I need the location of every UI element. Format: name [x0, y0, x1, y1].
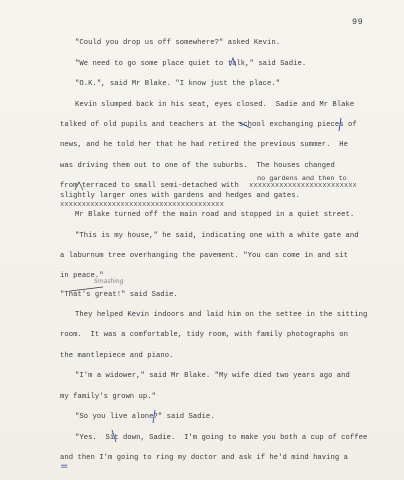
- text-line: They helped Kevin indoors and laid him on the settee in the sitting: [75, 311, 368, 319]
- strike-mark: [70, 287, 103, 291]
- insert-mark: [112, 430, 116, 442]
- struck-text: xxxxxxxxxxxxxxxxxxxxxxxxx: [249, 182, 357, 190]
- text-line: "Could you drop us off somewhere?" asked Kevin.: [75, 39, 281, 47]
- text-line: my family's grown up.": [60, 393, 156, 401]
- caret-mark: [230, 58, 236, 66]
- text-line: "So you live alone?" said Sadie.: [75, 413, 215, 421]
- strike-mark: [238, 122, 251, 128]
- text-line: "O.K.", said Mr Blake. "I know just the place.": [75, 80, 281, 88]
- page-number: 99: [352, 17, 364, 27]
- caret-mark: [75, 182, 83, 190]
- text-line: "That's great!" said Sadie.: [60, 291, 178, 299]
- text-line: Kevin slumped back in his seat, eyes closed. Sadie and Mr Blake: [75, 101, 355, 109]
- text-line: was driving them out to one of the suburbs. The houses changed: [60, 162, 335, 170]
- text-line: "Yes. Sit down, Sadie. I'm going to make you both a cup of coffee: [75, 434, 368, 442]
- text-line: the mantlepiece and piano.: [60, 352, 174, 360]
- text-line: a laburnum tree overhanging the pavement. "You can come in and sit: [60, 252, 348, 260]
- pencil-note: Smashing: [94, 278, 124, 285]
- text-line: "I'm a widower," said Mr Blake. "My wife died two years ago and: [75, 372, 350, 380]
- text-line: talked of old pupils and teachers at the school exchanging pieces of: [60, 121, 357, 129]
- margin-mark: =: [60, 461, 69, 472]
- text-line: "We need to go some place quiet to talk," said Sadie.: [75, 60, 307, 68]
- text-line: slightly larger ones with gardens and hedges and gates.: [60, 192, 300, 200]
- text-line: from terraced to small semi-detached with: [60, 182, 239, 190]
- text-line: news, and he told her that he had retired the previous summer. He: [60, 141, 348, 149]
- struck-text: xxxxxxxxxxxxxxxxxxxxxxxxxxxxxxxxxxxxxx: [60, 201, 224, 209]
- text-line: "This is my house," he said, indicating one with a white gate and: [75, 232, 359, 240]
- handwritten-insertion: no gardens and then to: [257, 175, 347, 183]
- insert-mark: [153, 410, 155, 423]
- insert-mark: [339, 118, 341, 131]
- text-line: in peace.": [60, 272, 104, 280]
- text-line: and then I'm going to ring my doctor and ask if he'd mind having a: [60, 454, 348, 462]
- text-line: Mr Blake turned off the main road and stopped in a quiet street.: [75, 211, 355, 219]
- text-line: room. It was a comfortable, tidy room, with family photographs on: [60, 331, 348, 339]
